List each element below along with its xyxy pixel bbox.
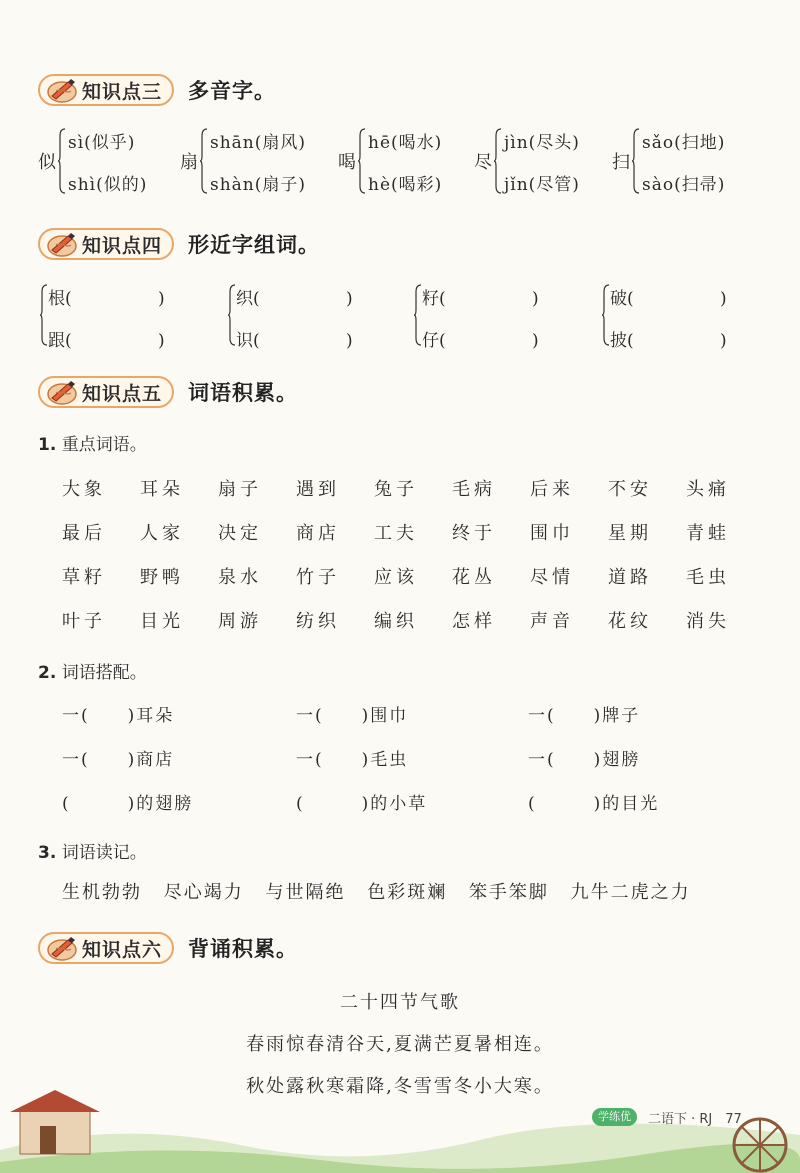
subsection-label: 词语搭配。 bbox=[61, 663, 147, 683]
pair-word-a[interactable]: 根( bbox=[48, 289, 72, 309]
brace-icon bbox=[358, 128, 366, 194]
poem-line: 春雨惊春清谷天,夏满芒夏暑相连。 bbox=[246, 1034, 554, 1055]
close-paren: ) bbox=[720, 331, 727, 351]
word: 决定 bbox=[218, 523, 262, 544]
reading-1: jìn(尽头) bbox=[504, 133, 580, 153]
word: 消失 bbox=[686, 611, 730, 632]
idiom: 色彩斑斓 bbox=[367, 882, 448, 903]
brace-icon bbox=[414, 284, 422, 346]
word: 青蛙 bbox=[686, 523, 730, 544]
word: 工夫 bbox=[374, 523, 418, 544]
pen-hand-icon bbox=[44, 934, 80, 962]
match-item[interactable]: 一( )商店 bbox=[62, 750, 175, 770]
idiom: 与世隔绝 bbox=[265, 882, 346, 903]
pen-hand-icon bbox=[44, 378, 80, 406]
match-item[interactable]: 一( )毛虫 bbox=[296, 750, 409, 770]
word: 星期 bbox=[608, 523, 652, 544]
section-badge-label: 知识点六 bbox=[82, 938, 163, 961]
section-header-6 bbox=[38, 930, 298, 966]
match-item[interactable]: ( )的小草 bbox=[296, 794, 428, 814]
word: 编织 bbox=[374, 611, 418, 632]
reading-2: sào(扫帚) bbox=[642, 175, 726, 195]
pair-word-b[interactable]: 仔( bbox=[422, 331, 446, 351]
section-badge-label: 知识点四 bbox=[82, 234, 163, 257]
match-item[interactable]: 一( )牌子 bbox=[528, 706, 641, 726]
subsection-number: 3. bbox=[38, 843, 57, 863]
word: 尽情 bbox=[530, 567, 574, 588]
footer-brand-badge: 学练优 bbox=[592, 1108, 637, 1126]
section-badge-label: 知识点五 bbox=[82, 382, 163, 405]
footer-page-info: 二语下 · RJ 77 bbox=[648, 1112, 742, 1127]
section-header-4 bbox=[38, 226, 320, 262]
match-item[interactable]: 一( )围巾 bbox=[296, 706, 409, 726]
subsection-number: 2. bbox=[38, 663, 57, 683]
section-badge bbox=[38, 74, 174, 106]
idiom: 生机勃勃 bbox=[62, 882, 142, 903]
word: 终于 bbox=[452, 523, 496, 544]
word: 花丛 bbox=[452, 567, 496, 588]
section-badge bbox=[38, 932, 174, 964]
reading-1: hē(喝水) bbox=[368, 133, 443, 153]
word: 草籽 bbox=[62, 567, 106, 588]
close-paren: ) bbox=[532, 289, 539, 309]
pair-word-a[interactable]: 破( bbox=[610, 289, 634, 309]
section-title: 形近字组词。 bbox=[188, 233, 321, 257]
brace-icon bbox=[494, 128, 502, 194]
brace-icon bbox=[632, 128, 640, 194]
brace-icon bbox=[40, 284, 48, 346]
pen-hand-icon bbox=[44, 76, 80, 104]
section-header-5 bbox=[38, 374, 298, 410]
subsection-2 bbox=[38, 658, 147, 683]
subsection-label: 重点词语。 bbox=[61, 435, 147, 455]
word: 遇到 bbox=[296, 479, 340, 500]
section-badge-label: 知识点三 bbox=[82, 80, 163, 103]
reading-2: shì(似的) bbox=[68, 175, 148, 195]
landscape-illustration bbox=[0, 1090, 800, 1173]
word: 兔子 bbox=[374, 479, 418, 500]
poem-title: 二十四节气歌 bbox=[340, 992, 460, 1013]
word: 竹子 bbox=[296, 567, 340, 588]
reading-1: sǎo(扫地) bbox=[642, 133, 726, 153]
close-paren: ) bbox=[346, 331, 353, 351]
match-item[interactable]: 一( )翅膀 bbox=[528, 750, 641, 770]
section-header-3 bbox=[38, 72, 276, 108]
reading-1: shān(扇风) bbox=[210, 133, 307, 153]
pair-word-b[interactable]: 识( bbox=[236, 331, 260, 351]
pair-word-b[interactable]: 披( bbox=[610, 331, 634, 351]
word: 怎样 bbox=[452, 611, 496, 632]
word: 后来 bbox=[530, 479, 574, 500]
brace-icon bbox=[228, 284, 236, 346]
word: 毛病 bbox=[452, 479, 496, 500]
polyphone-char: 扫 bbox=[612, 152, 630, 173]
idiom: 九牛二虎之力 bbox=[570, 882, 691, 903]
reading-2: jǐn(尽管) bbox=[504, 175, 580, 195]
section-title: 多音字。 bbox=[188, 79, 277, 103]
close-paren: ) bbox=[158, 289, 165, 309]
word: 目光 bbox=[140, 611, 184, 632]
word: 毛虫 bbox=[686, 567, 730, 588]
idiom-list bbox=[62, 878, 691, 904]
match-item[interactable]: 一( )耳朵 bbox=[62, 706, 175, 726]
idiom: 尽心竭力 bbox=[163, 882, 244, 903]
close-paren: ) bbox=[346, 289, 353, 309]
match-item[interactable]: ( )的翅膀 bbox=[62, 794, 194, 814]
reading-2: shàn(扇子) bbox=[210, 175, 307, 195]
word: 商店 bbox=[296, 523, 340, 544]
word: 道路 bbox=[608, 567, 652, 588]
word: 人家 bbox=[140, 523, 184, 544]
word: 花纹 bbox=[608, 611, 652, 632]
word: 不安 bbox=[608, 479, 652, 500]
word: 野鸭 bbox=[140, 567, 184, 588]
subsection-number: 1. bbox=[38, 435, 57, 455]
word: 扇子 bbox=[218, 479, 262, 500]
word: 叶子 bbox=[62, 611, 106, 632]
word: 声音 bbox=[530, 611, 574, 632]
pair-word-a[interactable]: 籽( bbox=[422, 289, 446, 309]
section-title: 词语积累。 bbox=[188, 381, 299, 405]
section-badge bbox=[38, 228, 174, 260]
subsection-1 bbox=[38, 430, 147, 455]
word: 应该 bbox=[374, 567, 418, 588]
section-badge bbox=[38, 376, 174, 408]
brace-icon bbox=[602, 284, 610, 346]
word: 围巾 bbox=[530, 523, 574, 544]
reading-1: sì(似乎) bbox=[68, 133, 136, 153]
close-paren: ) bbox=[720, 289, 727, 309]
word: 周游 bbox=[218, 611, 262, 632]
pair-word-a[interactable]: 织( bbox=[236, 289, 260, 309]
polyphone-char: 扇 bbox=[180, 152, 198, 173]
word: 纺织 bbox=[296, 611, 340, 632]
word: 大象 bbox=[62, 479, 106, 500]
word: 最后 bbox=[62, 523, 106, 544]
polyphone-char: 似 bbox=[38, 152, 56, 173]
subsection-3 bbox=[38, 838, 147, 863]
close-paren: ) bbox=[158, 331, 165, 351]
close-paren: ) bbox=[532, 331, 539, 351]
brace-icon bbox=[58, 128, 66, 194]
pair-word-b[interactable]: 跟( bbox=[48, 331, 72, 351]
section-title: 背诵积累。 bbox=[188, 937, 299, 961]
poem-line: 秋处露秋寒霜降,冬雪雪冬小大寒。 bbox=[246, 1076, 554, 1097]
polyphone-char: 尽 bbox=[474, 152, 492, 173]
polyphone-char: 喝 bbox=[338, 152, 356, 173]
idiom: 笨手笨脚 bbox=[468, 882, 549, 903]
match-item[interactable]: ( )的目光 bbox=[528, 794, 660, 814]
word: 泉水 bbox=[218, 567, 262, 588]
pen-hand-icon bbox=[44, 230, 80, 258]
reading-2: hè(喝彩) bbox=[368, 175, 443, 195]
word: 耳朵 bbox=[140, 479, 184, 500]
brace-icon bbox=[200, 128, 208, 194]
subsection-label: 词语读记。 bbox=[61, 843, 147, 863]
word: 头痛 bbox=[686, 479, 730, 500]
